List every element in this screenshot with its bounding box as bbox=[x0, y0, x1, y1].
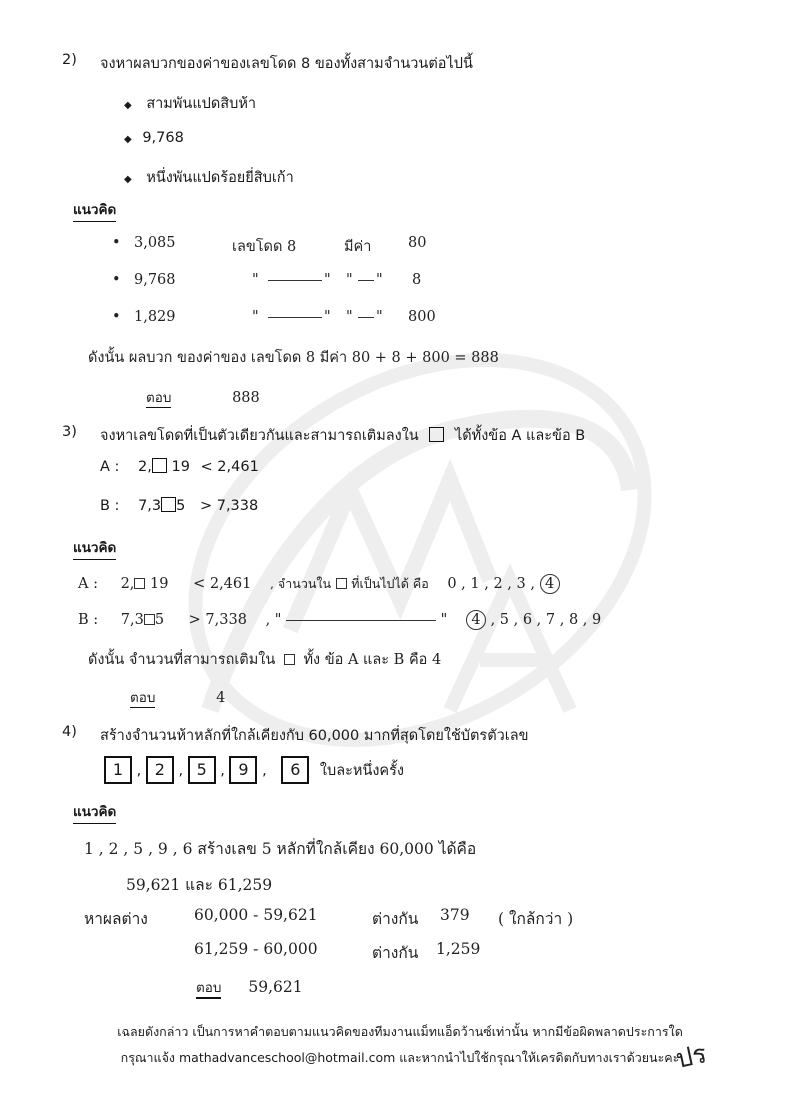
q2-item-1 bbox=[124, 92, 256, 115]
number-card: 5 bbox=[188, 756, 216, 784]
ditto-mark: " bbox=[376, 272, 383, 288]
q2-row-1-value-label: มีค่า bbox=[344, 239, 372, 255]
dot-bullet-icon: • bbox=[112, 272, 121, 288]
q3-case-a-left: 2, bbox=[138, 459, 152, 475]
q3-conclusion-part-1: ดังนั้น จำนวนที่สามารถเติมใน bbox=[88, 652, 276, 668]
number-card: 2 bbox=[146, 756, 174, 784]
blank-box bbox=[336, 578, 347, 589]
ditto-mark: " bbox=[346, 309, 353, 325]
q3-work-b-label: B : bbox=[78, 612, 99, 628]
q4-line-2: 59,621 และ 61,259 bbox=[126, 876, 273, 894]
q4-diff-row-1 bbox=[84, 906, 574, 931]
q4-number: 4) bbox=[62, 724, 77, 740]
blank-box bbox=[144, 614, 155, 625]
number-card: 1 bbox=[104, 756, 132, 784]
q3-conclusion bbox=[88, 648, 441, 671]
bullet-icon: ◆ bbox=[124, 100, 132, 111]
q2-item-3 bbox=[124, 166, 294, 189]
q2-answer bbox=[146, 386, 260, 408]
blank-box bbox=[284, 654, 295, 665]
q3-question-part-a: จงหาเลขโดดที่เป็นตัวเดียวกันและสามารถเติมลงใน bbox=[100, 428, 419, 444]
q3-question bbox=[100, 424, 585, 447]
q3-work-b-left: 7,3 bbox=[120, 612, 144, 628]
dot-bullet-icon: • bbox=[112, 235, 121, 251]
blank-box bbox=[134, 578, 145, 589]
q3-case-a-label: A : bbox=[100, 459, 120, 475]
q2-question: จงหาผลบวกของค่าของเลขโดด 8 ของทั้งสามจำนวนต่อไปนี้ bbox=[100, 56, 473, 72]
q3-case-a-relation: < 2,461 bbox=[200, 459, 259, 475]
q2-answer-label: ตอบ bbox=[146, 390, 172, 406]
q4-diff-2: 61,259 - 60,000 bbox=[194, 940, 318, 958]
q3-case-b-relation: > 7,338 bbox=[199, 498, 259, 514]
q4-heading: แนวคิด bbox=[73, 800, 116, 824]
q3-case-b-mid: 5 bbox=[176, 498, 186, 514]
footer-line-1: เฉลยดังกล่าว เป็นการหาคำตอบตามแนวคิดของทีมงานแม็ทแอ็ดว้านซ์เท่านั้น หากมีข้อผิดพลาดประการใด bbox=[117, 1024, 683, 1039]
q3-work-b bbox=[78, 610, 601, 630]
dash-line bbox=[268, 317, 322, 318]
q2-row-3-num: 1,829 bbox=[134, 309, 176, 325]
q3-answer-label: ตอบ bbox=[130, 690, 156, 706]
q2-row-2-num: 9,768 bbox=[134, 272, 176, 288]
q3-case-b-label: B : bbox=[100, 498, 120, 514]
dash-line bbox=[358, 280, 374, 281]
dash-line bbox=[268, 280, 322, 281]
q3-answer bbox=[130, 686, 225, 708]
q3-case-b bbox=[100, 497, 258, 514]
q2-row-1-num: 3,085 bbox=[134, 235, 176, 251]
ditto-mark: " bbox=[376, 309, 383, 325]
q4-diff-2-value: 1,259 bbox=[436, 940, 481, 958]
q4-answer-label: ตอบ bbox=[196, 980, 221, 999]
q2-item-1-text: สามพันแปดสิบห้า bbox=[146, 96, 257, 112]
q4-answer-value: 59,621 bbox=[248, 978, 303, 996]
q4-line-1: 1 , 2 , 5 , 9 , 6 สร้างเลข 5 หลักที่ใกล้เคียง 60,000 ได้คือ bbox=[84, 840, 477, 858]
q3-case-a-mid: 19 bbox=[171, 459, 190, 475]
q2-row-3 bbox=[112, 309, 436, 325]
q4-diff-label: หาผลต่าง bbox=[84, 910, 148, 928]
q3-case-a bbox=[100, 458, 259, 475]
q3-work-a-relation: < 2,461 bbox=[193, 576, 252, 592]
q3-work-a-mid: 19 bbox=[150, 576, 169, 592]
q3-work-a-left: 2, bbox=[120, 576, 135, 592]
q2-row-2-value: 8 bbox=[412, 272, 422, 288]
ditto-mark: " bbox=[440, 612, 448, 628]
q3-work-a-circled: 4 bbox=[540, 574, 560, 594]
blank-box bbox=[152, 458, 167, 473]
q2-row-3-value: 800 bbox=[408, 309, 436, 325]
number-card: 6 bbox=[281, 756, 309, 784]
q4-diff-1-note: ( ใกล้กว่า ) bbox=[498, 910, 574, 928]
ditto-mark: " bbox=[324, 272, 331, 288]
q3-work-b-relation: > 7,338 bbox=[188, 612, 247, 628]
q3-number: 3) bbox=[62, 424, 77, 440]
q2-answer-value: 888 bbox=[232, 390, 260, 406]
q2-item-2-text: 9,768 bbox=[142, 130, 184, 146]
q3-work-b-mid: 5 bbox=[154, 612, 165, 628]
q4-answer bbox=[196, 976, 303, 998]
blank-box bbox=[429, 427, 444, 442]
ditto-mark: " bbox=[324, 309, 331, 325]
q3-case-b-left: 7,3 bbox=[138, 498, 162, 514]
ditto-mark: " bbox=[252, 309, 259, 325]
q3-work-b-circled: 4 bbox=[466, 610, 486, 630]
q4-diff-1: 60,000 - 59,621 bbox=[194, 906, 318, 924]
q3-work-a-note-2: ที่เป็นไปได้ คือ bbox=[351, 576, 429, 591]
dash-line bbox=[358, 317, 374, 318]
q3-question-part-b: ได้ทั้งข้อ A และข้อ B bbox=[454, 428, 586, 444]
q3-answer-value: 4 bbox=[216, 690, 226, 706]
q3-work-b-values: , 5 , 6 , 7 , 8 , 9 bbox=[490, 612, 602, 628]
q3-work-a bbox=[78, 574, 560, 594]
q2-heading: แนวคิด bbox=[73, 198, 116, 222]
q3-heading: แนวคิด bbox=[73, 536, 116, 560]
q2-row-1-label: เลขโดด 8 bbox=[232, 239, 297, 255]
q4-diff-2-label: ต่างกัน bbox=[372, 944, 419, 962]
q3-work-a-note-1: , จำนวนใน bbox=[269, 576, 332, 591]
q4-question: สร้างจำนวนห้าหลักที่ใกล้เคียงกับ 60,000 มากที่สุดโดยใช้บัตรตัวเลข bbox=[100, 728, 529, 744]
q2-number: 2) bbox=[62, 52, 77, 68]
bullet-icon: ◆ bbox=[124, 134, 132, 145]
q4-diff-1-label: ต่างกัน bbox=[372, 910, 419, 928]
q2-row-2 bbox=[112, 272, 422, 288]
q2-item-2 bbox=[124, 130, 184, 146]
number-card: 9 bbox=[229, 756, 257, 784]
q2-item-3-text: หนึ่งพันแปดร้อยยี่สิบเก้า bbox=[146, 170, 294, 186]
blank-box bbox=[161, 497, 176, 512]
signature: ปร bbox=[673, 1039, 710, 1075]
ditto-mark: " bbox=[346, 272, 353, 288]
bullet-icon: ◆ bbox=[124, 174, 132, 185]
footer-line-2: กรุณาแจ้ง mathadvanceschool@hotmail.com และหากนำไปใช้กรุณาให้เครดิตกับทางเราด้วยนะคะ bbox=[120, 1050, 680, 1065]
q3-conclusion-part-2: ทั้ง ข้อ A และ B คือ 4 bbox=[303, 652, 442, 668]
q2-row-1-value: 80 bbox=[408, 235, 427, 251]
q4-diff-1-value: 379 bbox=[440, 906, 470, 924]
dot-bullet-icon: • bbox=[112, 309, 121, 325]
q4-card-suffix: ใบละหนึ่งครั้ง bbox=[319, 763, 404, 779]
q4-cards: 1 , 2 , 5 , 9 , 6 ใบละหนึ่งครั้ง bbox=[104, 756, 404, 784]
ditto-mark: , " bbox=[265, 612, 282, 628]
dash-line bbox=[286, 620, 436, 621]
q2-conclusion: ดังนั้น ผลบวก ของค่าของ เลขโดด 8 มีค่า 80 + 8 + 800 = 888 bbox=[88, 350, 499, 366]
ditto-mark: " bbox=[252, 272, 259, 288]
q2-row-1 bbox=[112, 235, 427, 255]
q3-work-a-values: 0 , 1 , 2 , 3 , bbox=[447, 576, 535, 592]
q3-work-a-label: A : bbox=[78, 576, 98, 592]
